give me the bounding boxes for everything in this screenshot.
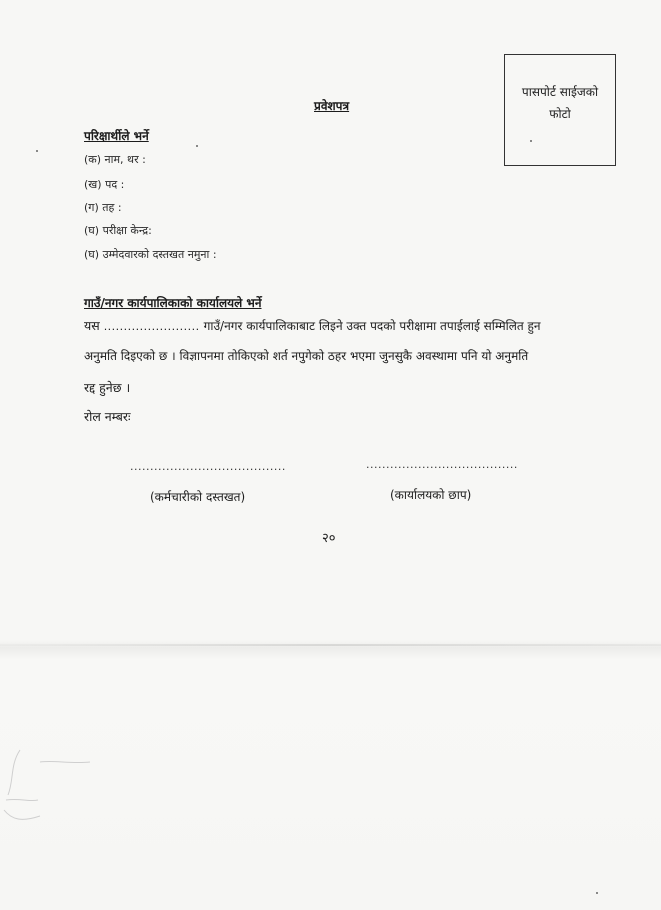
office-stamp-caption: (कार्यालयको छाप) bbox=[390, 488, 472, 502]
photo-box-label-line1: पासपोर्ट साईजको bbox=[521, 85, 599, 99]
office-paragraph-line2: अनुमति दिइएको छ । विज्ञापनमा तोकिएको शर्त नपुगेको ठहर भएमा जुनसुकै अवस्थामा पनि यो अनुमति bbox=[84, 349, 529, 363]
staff-signature-caption: (कर्मचारीको दस्तखत) bbox=[150, 490, 246, 504]
page-number: २० bbox=[322, 531, 336, 546]
line1-rest: गाउँ/नगर कार्यपालिकाबाट लिइने उक्त पदको परीक्षामा तपाईलाई सम्मिलित हुन bbox=[203, 319, 541, 333]
pencil-scribble-mark bbox=[0, 740, 120, 830]
page-title: प्रवेशपत्र bbox=[314, 99, 350, 113]
passport-photo-box bbox=[504, 54, 616, 166]
field-post: (ख) पद : bbox=[84, 178, 125, 191]
line1-dots: ........................ bbox=[103, 320, 200, 333]
field-signature-sample: (घ) उम्मेदवारको दस्तखत नमुना : bbox=[84, 248, 217, 261]
field-level: (ग) तह : bbox=[84, 201, 122, 214]
office-stamp-line: ...................................... bbox=[366, 458, 518, 471]
paper-speck bbox=[196, 145, 198, 147]
office-paragraph-line1 bbox=[84, 317, 541, 334]
office-section-heading: गाउँ/नगर कार्यपालिकाको कार्यालयले भर्ने bbox=[84, 296, 262, 310]
roll-number-label: रोल नम्बरः bbox=[84, 409, 131, 424]
staff-signature-line: ....................................... bbox=[130, 460, 286, 473]
paper-speck bbox=[36, 150, 38, 152]
paper-speck bbox=[530, 140, 532, 142]
paper-fold-line bbox=[0, 644, 661, 646]
photo-box-label-line2: फोटो bbox=[549, 107, 571, 121]
office-paragraph-line3: रद्द हुनेछ । bbox=[84, 380, 131, 395]
paper-speck bbox=[596, 892, 598, 894]
field-exam-center: (घ) परीक्षा केन्द्र: bbox=[84, 224, 152, 237]
field-name: (क) नाम, थर : bbox=[84, 153, 146, 166]
candidate-section-heading: परिक्षार्थीले भर्ने bbox=[84, 129, 149, 143]
line1-prefix: यस bbox=[84, 318, 100, 333]
